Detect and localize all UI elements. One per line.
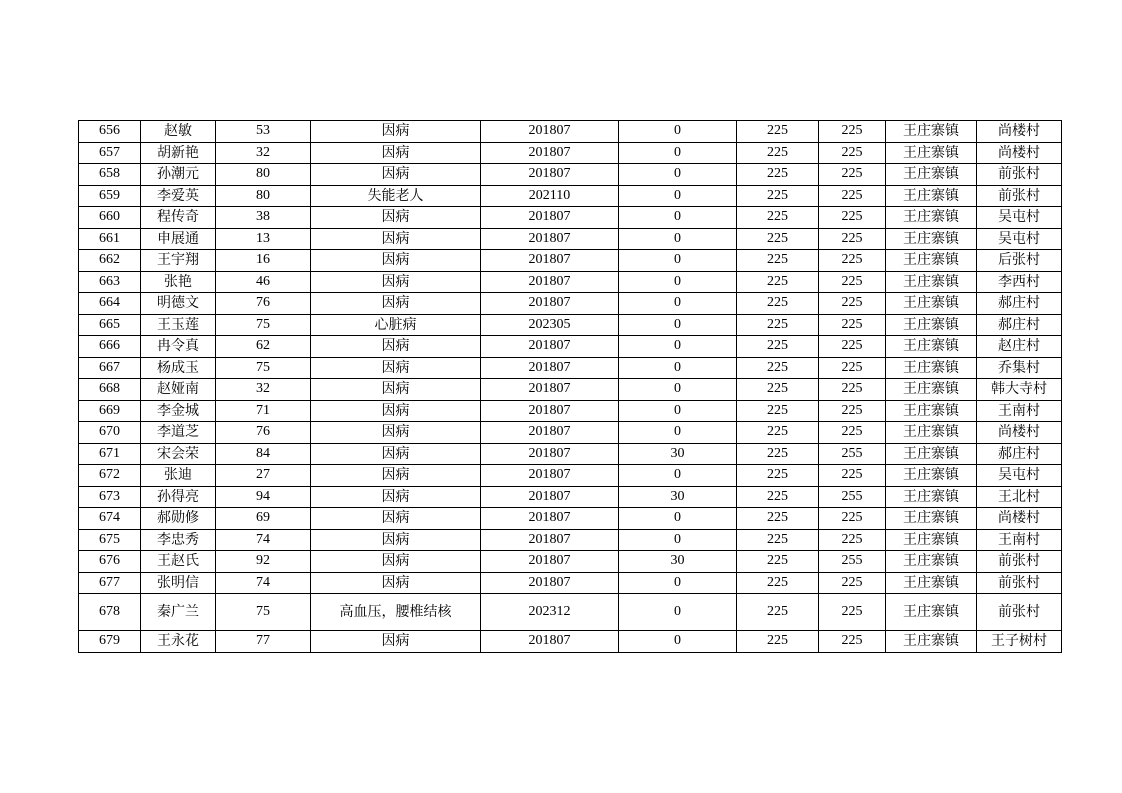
base-amount-cell: 225: [737, 400, 819, 422]
extra-amount-cell: 0: [619, 508, 737, 530]
town-cell: 王庄寨镇: [886, 250, 977, 272]
town-cell: 王庄寨镇: [886, 185, 977, 207]
reason-cell: 因病: [311, 164, 481, 186]
start-month-cell: 201807: [481, 207, 619, 229]
base-amount-cell: 225: [737, 551, 819, 573]
age-cell: 38: [216, 207, 311, 229]
town-cell: 王庄寨镇: [886, 271, 977, 293]
total-amount-cell: 225: [819, 250, 886, 272]
village-cell: 前张村: [977, 185, 1062, 207]
town-cell: 王庄寨镇: [886, 486, 977, 508]
age-cell: 27: [216, 465, 311, 487]
table-row: [79, 594, 1062, 631]
serial-number-cell: 656: [79, 121, 141, 143]
village-cell: 郝庄村: [977, 314, 1062, 336]
serial-number-cell: 658: [79, 164, 141, 186]
name-cell: 孙潮元: [141, 164, 216, 186]
base-amount-cell: 225: [737, 164, 819, 186]
table-row: [79, 529, 1062, 551]
table-row: [79, 121, 1062, 143]
village-cell: 郝庄村: [977, 293, 1062, 315]
reason-cell: 因病: [311, 422, 481, 444]
table-row: [79, 400, 1062, 422]
extra-amount-cell: 0: [619, 164, 737, 186]
start-month-cell: 201807: [481, 465, 619, 487]
village-cell: 前张村: [977, 594, 1062, 631]
town-cell: 王庄寨镇: [886, 400, 977, 422]
start-month-cell: 201807: [481, 551, 619, 573]
table-row: [79, 185, 1062, 207]
table-row: [79, 572, 1062, 594]
start-month-cell: 201807: [481, 379, 619, 401]
base-amount-cell: 225: [737, 228, 819, 250]
town-cell: 王庄寨镇: [886, 207, 977, 229]
serial-number-cell: 657: [79, 142, 141, 164]
town-cell: 王庄寨镇: [886, 529, 977, 551]
village-cell: 尚楼村: [977, 508, 1062, 530]
village-cell: 乔集村: [977, 357, 1062, 379]
age-cell: 94: [216, 486, 311, 508]
age-cell: 80: [216, 185, 311, 207]
village-cell: 王北村: [977, 486, 1062, 508]
extra-amount-cell: 0: [619, 207, 737, 229]
extra-amount-cell: 30: [619, 486, 737, 508]
village-cell: 王子树村: [977, 631, 1062, 653]
age-cell: 69: [216, 508, 311, 530]
name-cell: 李忠秀: [141, 529, 216, 551]
age-cell: 62: [216, 336, 311, 358]
base-amount-cell: 225: [737, 572, 819, 594]
extra-amount-cell: 0: [619, 631, 737, 653]
start-month-cell: 201807: [481, 228, 619, 250]
start-month-cell: 201807: [481, 443, 619, 465]
name-cell: 李爱英: [141, 185, 216, 207]
base-amount-cell: 225: [737, 529, 819, 551]
serial-number-cell: 666: [79, 336, 141, 358]
total-amount-cell: 225: [819, 594, 886, 631]
total-amount-cell: 225: [819, 185, 886, 207]
town-cell: 王庄寨镇: [886, 631, 977, 653]
reason-cell: 因病: [311, 357, 481, 379]
serial-number-cell: 665: [79, 314, 141, 336]
name-cell: 王赵氏: [141, 551, 216, 573]
base-amount-cell: 225: [737, 185, 819, 207]
age-cell: 75: [216, 357, 311, 379]
total-amount-cell: 225: [819, 228, 886, 250]
start-month-cell: 201807: [481, 121, 619, 143]
start-month-cell: 201807: [481, 250, 619, 272]
name-cell: 王永花: [141, 631, 216, 653]
reason-cell: 因病: [311, 336, 481, 358]
extra-amount-cell: 0: [619, 594, 737, 631]
serial-number-cell: 672: [79, 465, 141, 487]
serial-number-cell: 675: [79, 529, 141, 551]
extra-amount-cell: 0: [619, 271, 737, 293]
serial-number-cell: 663: [79, 271, 141, 293]
town-cell: 王庄寨镇: [886, 336, 977, 358]
village-cell: 前张村: [977, 164, 1062, 186]
base-amount-cell: 225: [737, 594, 819, 631]
town-cell: 王庄寨镇: [886, 551, 977, 573]
extra-amount-cell: 0: [619, 400, 737, 422]
extra-amount-cell: 0: [619, 357, 737, 379]
reason-cell: 因病: [311, 572, 481, 594]
name-cell: 胡新艳: [141, 142, 216, 164]
serial-number-cell: 671: [79, 443, 141, 465]
table-row: [79, 443, 1062, 465]
town-cell: 王庄寨镇: [886, 293, 977, 315]
serial-number-cell: 659: [79, 185, 141, 207]
extra-amount-cell: 0: [619, 185, 737, 207]
base-amount-cell: 225: [737, 336, 819, 358]
reason-cell: 因病: [311, 228, 481, 250]
base-amount-cell: 225: [737, 631, 819, 653]
name-cell: 冉令真: [141, 336, 216, 358]
reason-cell: 因病: [311, 293, 481, 315]
start-month-cell: 201807: [481, 336, 619, 358]
start-month-cell: 201807: [481, 508, 619, 530]
town-cell: 王庄寨镇: [886, 594, 977, 631]
start-month-cell: 201807: [481, 631, 619, 653]
name-cell: 郝勋修: [141, 508, 216, 530]
reason-cell: 因病: [311, 508, 481, 530]
age-cell: 80: [216, 164, 311, 186]
age-cell: 76: [216, 293, 311, 315]
village-cell: 王南村: [977, 400, 1062, 422]
total-amount-cell: 225: [819, 142, 886, 164]
table-row: [79, 293, 1062, 315]
extra-amount-cell: 0: [619, 142, 737, 164]
table-row: [79, 551, 1062, 573]
village-cell: 前张村: [977, 572, 1062, 594]
total-amount-cell: 225: [819, 631, 886, 653]
serial-number-cell: 677: [79, 572, 141, 594]
table-row: [79, 250, 1062, 272]
age-cell: 92: [216, 551, 311, 573]
start-month-cell: 201807: [481, 422, 619, 444]
extra-amount-cell: 0: [619, 121, 737, 143]
serial-number-cell: 676: [79, 551, 141, 573]
age-cell: 75: [216, 594, 311, 631]
name-cell: 程传奇: [141, 207, 216, 229]
reason-cell: 心脏病: [311, 314, 481, 336]
start-month-cell: 201807: [481, 357, 619, 379]
name-cell: 张迪: [141, 465, 216, 487]
total-amount-cell: 225: [819, 164, 886, 186]
table-row: [79, 357, 1062, 379]
reason-cell: 因病: [311, 121, 481, 143]
serial-number-cell: 678: [79, 594, 141, 631]
total-amount-cell: 225: [819, 572, 886, 594]
reason-cell: 因病: [311, 486, 481, 508]
village-cell: 吴屯村: [977, 228, 1062, 250]
reason-cell: 因病: [311, 529, 481, 551]
start-month-cell: 201807: [481, 142, 619, 164]
village-cell: 尚楼村: [977, 121, 1062, 143]
total-amount-cell: 225: [819, 529, 886, 551]
town-cell: 王庄寨镇: [886, 228, 977, 250]
base-amount-cell: 225: [737, 293, 819, 315]
table-row: [79, 336, 1062, 358]
base-amount-cell: 225: [737, 271, 819, 293]
age-cell: 71: [216, 400, 311, 422]
total-amount-cell: 225: [819, 293, 886, 315]
serial-number-cell: 660: [79, 207, 141, 229]
town-cell: 王庄寨镇: [886, 357, 977, 379]
village-cell: 吴屯村: [977, 465, 1062, 487]
age-cell: 46: [216, 271, 311, 293]
total-amount-cell: 225: [819, 207, 886, 229]
extra-amount-cell: 0: [619, 293, 737, 315]
village-cell: 尚楼村: [977, 142, 1062, 164]
table-row: [79, 465, 1062, 487]
name-cell: 张明信: [141, 572, 216, 594]
serial-number-cell: 673: [79, 486, 141, 508]
reason-cell: 因病: [311, 250, 481, 272]
start-month-cell: 201807: [481, 486, 619, 508]
serial-number-cell: 674: [79, 508, 141, 530]
name-cell: 明德文: [141, 293, 216, 315]
base-amount-cell: 225: [737, 508, 819, 530]
table-row: [79, 228, 1062, 250]
total-amount-cell: 225: [819, 400, 886, 422]
serial-number-cell: 670: [79, 422, 141, 444]
age-cell: 74: [216, 529, 311, 551]
base-amount-cell: 225: [737, 357, 819, 379]
table-row: [79, 422, 1062, 444]
table-row: [79, 314, 1062, 336]
town-cell: 王庄寨镇: [886, 572, 977, 594]
name-cell: 赵敏: [141, 121, 216, 143]
start-month-cell: 202305: [481, 314, 619, 336]
name-cell: 李道芝: [141, 422, 216, 444]
name-cell: 王宇翔: [141, 250, 216, 272]
base-amount-cell: 225: [737, 443, 819, 465]
extra-amount-cell: 30: [619, 443, 737, 465]
reason-cell: 因病: [311, 271, 481, 293]
base-amount-cell: 225: [737, 486, 819, 508]
total-amount-cell: 255: [819, 551, 886, 573]
village-cell: 赵庄村: [977, 336, 1062, 358]
base-amount-cell: 225: [737, 121, 819, 143]
town-cell: 王庄寨镇: [886, 508, 977, 530]
village-cell: 后张村: [977, 250, 1062, 272]
start-month-cell: 201807: [481, 293, 619, 315]
total-amount-cell: 225: [819, 314, 886, 336]
village-cell: 郝庄村: [977, 443, 1062, 465]
total-amount-cell: 225: [819, 121, 886, 143]
age-cell: 32: [216, 379, 311, 401]
reason-cell: 高血压，腰椎结核: [311, 594, 481, 631]
extra-amount-cell: 30: [619, 551, 737, 573]
age-cell: 84: [216, 443, 311, 465]
start-month-cell: 201807: [481, 271, 619, 293]
table-row: [79, 379, 1062, 401]
total-amount-cell: 225: [819, 357, 886, 379]
age-cell: 53: [216, 121, 311, 143]
village-cell: 韩大寺村: [977, 379, 1062, 401]
table-row: [79, 271, 1062, 293]
reason-cell: 因病: [311, 465, 481, 487]
extra-amount-cell: 0: [619, 250, 737, 272]
age-cell: 77: [216, 631, 311, 653]
name-cell: 张艳: [141, 271, 216, 293]
start-month-cell: 201807: [481, 164, 619, 186]
extra-amount-cell: 0: [619, 336, 737, 358]
extra-amount-cell: 0: [619, 314, 737, 336]
town-cell: 王庄寨镇: [886, 314, 977, 336]
town-cell: 王庄寨镇: [886, 379, 977, 401]
serial-number-cell: 667: [79, 357, 141, 379]
age-cell: 76: [216, 422, 311, 444]
total-amount-cell: 225: [819, 508, 886, 530]
age-cell: 74: [216, 572, 311, 594]
table-row: [79, 207, 1062, 229]
reason-cell: 因病: [311, 631, 481, 653]
reason-cell: 因病: [311, 207, 481, 229]
table-row: [79, 631, 1062, 653]
reason-cell: 因病: [311, 443, 481, 465]
start-month-cell: 201807: [481, 400, 619, 422]
extra-amount-cell: 0: [619, 379, 737, 401]
serial-number-cell: 668: [79, 379, 141, 401]
name-cell: 宋会荣: [141, 443, 216, 465]
name-cell: 申展通: [141, 228, 216, 250]
town-cell: 王庄寨镇: [886, 443, 977, 465]
village-cell: 尚楼村: [977, 422, 1062, 444]
reason-cell: 因病: [311, 142, 481, 164]
serial-number-cell: 664: [79, 293, 141, 315]
base-amount-cell: 225: [737, 422, 819, 444]
serial-number-cell: 679: [79, 631, 141, 653]
total-amount-cell: 225: [819, 271, 886, 293]
total-amount-cell: 255: [819, 443, 886, 465]
name-cell: 赵娅南: [141, 379, 216, 401]
name-cell: 秦广兰: [141, 594, 216, 631]
base-amount-cell: 225: [737, 379, 819, 401]
serial-number-cell: 669: [79, 400, 141, 422]
base-amount-cell: 225: [737, 250, 819, 272]
reason-cell: 失能老人: [311, 185, 481, 207]
town-cell: 王庄寨镇: [886, 422, 977, 444]
extra-amount-cell: 0: [619, 228, 737, 250]
age-cell: 32: [216, 142, 311, 164]
reason-cell: 因病: [311, 400, 481, 422]
reason-cell: 因病: [311, 551, 481, 573]
total-amount-cell: 225: [819, 379, 886, 401]
name-cell: 李金城: [141, 400, 216, 422]
extra-amount-cell: 0: [619, 529, 737, 551]
table-body: [79, 121, 1062, 653]
base-amount-cell: 225: [737, 142, 819, 164]
serial-number-cell: 661: [79, 228, 141, 250]
total-amount-cell: 225: [819, 422, 886, 444]
town-cell: 王庄寨镇: [886, 465, 977, 487]
base-amount-cell: 225: [737, 207, 819, 229]
table-row: [79, 142, 1062, 164]
table-row: [79, 508, 1062, 530]
extra-amount-cell: 0: [619, 465, 737, 487]
town-cell: 王庄寨镇: [886, 121, 977, 143]
town-cell: 王庄寨镇: [886, 142, 977, 164]
age-cell: 13: [216, 228, 311, 250]
base-amount-cell: 225: [737, 314, 819, 336]
total-amount-cell: 225: [819, 336, 886, 358]
reason-cell: 因病: [311, 379, 481, 401]
village-cell: 李西村: [977, 271, 1062, 293]
name-cell: 孙得亮: [141, 486, 216, 508]
name-cell: 王玉莲: [141, 314, 216, 336]
age-cell: 75: [216, 314, 311, 336]
table-row: [79, 164, 1062, 186]
total-amount-cell: 255: [819, 486, 886, 508]
name-cell: 杨成玉: [141, 357, 216, 379]
town-cell: 王庄寨镇: [886, 164, 977, 186]
assistance-roster-table: [78, 120, 1062, 653]
start-month-cell: 201807: [481, 529, 619, 551]
base-amount-cell: 225: [737, 465, 819, 487]
start-month-cell: 201807: [481, 572, 619, 594]
start-month-cell: 202312: [481, 594, 619, 631]
village-cell: 前张村: [977, 551, 1062, 573]
age-cell: 16: [216, 250, 311, 272]
village-cell: 王南村: [977, 529, 1062, 551]
extra-amount-cell: 0: [619, 422, 737, 444]
table-row: [79, 486, 1062, 508]
extra-amount-cell: 0: [619, 572, 737, 594]
serial-number-cell: 662: [79, 250, 141, 272]
start-month-cell: 202110: [481, 185, 619, 207]
total-amount-cell: 225: [819, 465, 886, 487]
village-cell: 吴屯村: [977, 207, 1062, 229]
